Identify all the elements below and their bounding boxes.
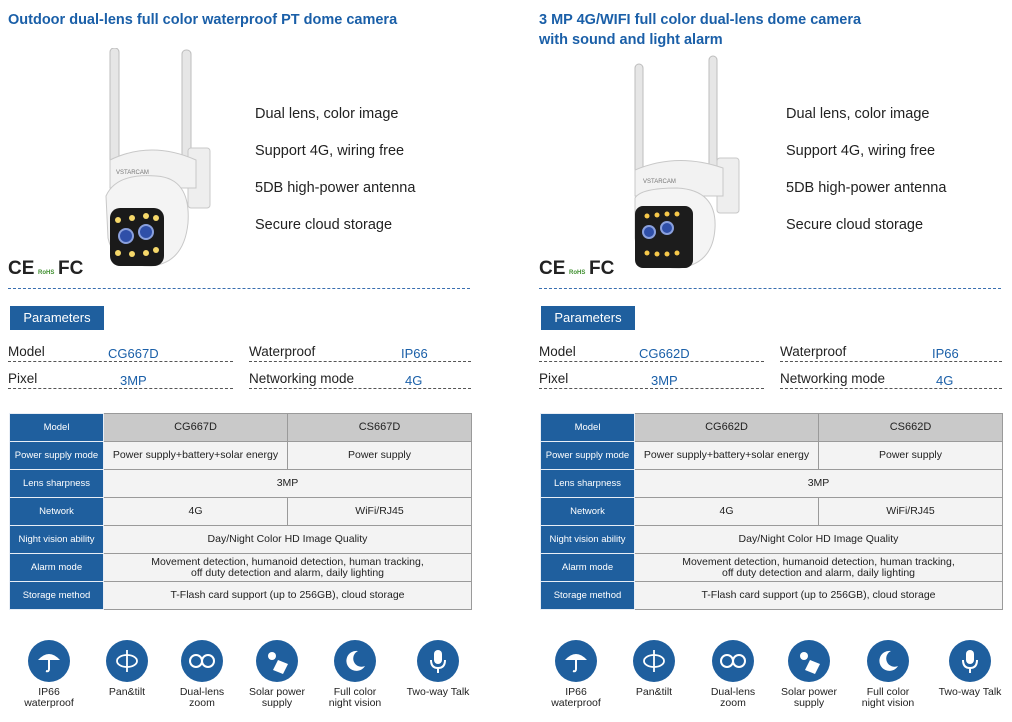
fc-logo: FC	[589, 258, 615, 279]
feature-icon-item: Two-way Talk	[935, 640, 1005, 698]
solar-icon	[256, 640, 298, 682]
feature-icon-item: Solar power supply	[242, 640, 312, 709]
rohs-logo: RoHS	[569, 270, 586, 276]
umbrella-icon	[555, 640, 597, 682]
svg-text:VSTARCAM: VSTARCAM	[643, 179, 676, 185]
dual-lens-icon	[712, 640, 754, 682]
table-row: Power supply mode Power supply+battery+solar energy Power supply	[541, 442, 1003, 470]
pan-tilt-icon	[633, 640, 675, 682]
table-row: Alarm mode Movement detection, humanoid detection, human tracking, off duty detection and alarm, daily lighting	[541, 554, 1003, 582]
feature-item: Support 4G, wiring free	[786, 143, 936, 159]
moon-icon	[867, 640, 909, 682]
feature-icon-item: Two-way Talk	[403, 640, 473, 698]
table-row: Model CG662D CS662D	[541, 414, 1003, 442]
pan-tilt-icon	[106, 640, 148, 682]
divider	[8, 288, 470, 289]
table-row: Night vision ability Day/Night Color HD Image Quality	[10, 526, 472, 554]
microphone-icon	[949, 640, 991, 682]
certification-logos	[8, 258, 88, 284]
table-row: Alarm mode Movement detection, humanoid detection, human tracking, off duty detection and alarm, daily lighting	[10, 554, 472, 582]
feature-icons-row	[8, 640, 480, 720]
table-row: Storage method T-Flash card support (up to 256GB), cloud storage	[10, 582, 472, 610]
dome-camera-image	[627, 48, 767, 273]
table-row: Night vision ability Day/Night Color HD Image Quality	[541, 526, 1003, 554]
table-row: Network 4G WiFi/RJ45	[10, 498, 472, 526]
spec-table	[540, 413, 1003, 610]
feature-item: Support 4G, wiring free	[255, 143, 405, 159]
feature-icon-item: IP66 waterproof	[541, 640, 611, 709]
feature-icon-item: Pan&tilt	[92, 640, 162, 698]
umbrella-icon	[28, 640, 70, 682]
ce-logo: CE	[8, 258, 35, 279]
svg-text:VSTARCAM: VSTARCAM	[116, 170, 149, 176]
dome-camera-image	[96, 48, 236, 273]
ce-logo: CE	[539, 258, 566, 279]
feature-item: Secure cloud storage	[786, 217, 924, 233]
feature-item: 5DB high-power antenna	[786, 180, 947, 196]
feature-item: Secure cloud storage	[255, 217, 393, 233]
product-title: Outdoor dual-lens full color waterproof PT dome camera	[8, 12, 398, 28]
feature-icon-item: Dual-lens zoom	[698, 640, 768, 709]
product-panel-left: Outdoor dual-lens full color waterproof PT dome camera VSTARCAM Dual lens, color image Support 4G, wiring free 5DB high-power antenna Secure cloud storage CE RoHS FC Parameters Model CG667D Waterproof IP66 Pixel 3MP Networking mode 4G Model CG667D CS667D Power supply mode Power supply+battery+solar energy Power supply Lens sharpness 3MP Network 4G WiFi/RJ45 Night vision ability Day/Night Color HD Image Quality Alarm mode Movement detection, humanoid detection, human tracking, off duty detection and alarm, daily lighting Storage method T-Flash card support (up to 256GB), cloud storage IP66 waterproof Pan&tilt Dual-lens zoom Solar power supply Full color night vision Two-way Talk	[8, 0, 480, 722]
spec-table	[9, 413, 472, 610]
moon-icon	[334, 640, 376, 682]
feature-item: Dual lens, color image	[786, 106, 930, 122]
feature-icon-item: Full color night vision	[320, 640, 390, 709]
feature-icons-row	[539, 640, 1011, 720]
feature-icon-item: IP66 waterproof	[14, 640, 84, 709]
table-row: Storage method T-Flash card support (up to 256GB), cloud storage	[541, 582, 1003, 610]
fc-logo: FC	[58, 258, 84, 279]
feature-item: Dual lens, color image	[255, 106, 399, 122]
table-row: Network 4G WiFi/RJ45	[541, 498, 1003, 526]
table-row: Lens sharpness 3MP	[10, 470, 472, 498]
product-panel-right: 3 MP 4G/WIFI full color dual-lens dome camera with sound and light alarm VSTARCAM Dual lens, color image Support 4G, wiring free 5DB high-power antenna Secure cloud storage CE RoHS FC Parameters Model CG662D Waterproof IP66 Pixel 3MP Networking mode 4G Model CG662D CS662D Power supply mode Power supply+battery+solar energy Power supply Lens sharpness 3MP Network 4G WiFi/RJ45 Night vision ability Day/Night Color HD Image Quality Alarm mode Movement detection, humanoid detection, human tracking, off duty detection and alarm, daily lighting Storage method T-Flash card support (up to 256GB), cloud storage IP66 waterproof Pan&tilt Dual-lens zoom Solar power supply Full color night vision Two-way Talk	[539, 0, 1011, 722]
dual-lens-icon	[181, 640, 223, 682]
microphone-icon	[417, 640, 459, 682]
parameters-heading: Parameters	[541, 306, 635, 330]
rohs-logo: RoHS	[38, 270, 55, 276]
product-title: 3 MP 4G/WIFI full color dual-lens dome camera with sound and light alarm	[539, 12, 862, 48]
feature-icon-item: Pan&tilt	[619, 640, 689, 698]
divider	[539, 288, 1001, 289]
solar-icon	[788, 640, 830, 682]
parameters-heading: Parameters	[10, 306, 104, 330]
table-row: Lens sharpness 3MP	[541, 470, 1003, 498]
table-row: Model CG667D CS667D	[10, 414, 472, 442]
table-row: Power supply mode Power supply+battery+solar energy Power supply	[10, 442, 472, 470]
feature-item: 5DB high-power antenna	[255, 180, 416, 196]
feature-icon-item: Full color night vision	[853, 640, 923, 709]
feature-icon-item: Dual-lens zoom	[167, 640, 237, 709]
feature-icon-item: Solar power supply	[774, 640, 844, 709]
certification-logos	[539, 258, 619, 284]
